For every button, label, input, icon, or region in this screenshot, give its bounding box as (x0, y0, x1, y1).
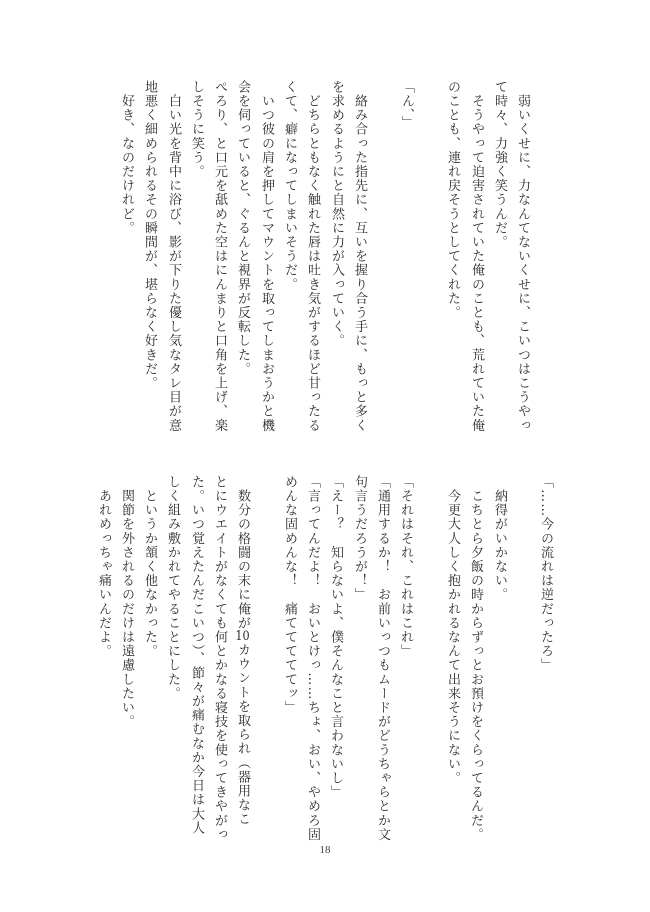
text-column: 絡み合った指先に、互いを握り合う手に、もっと多く (352, 80, 367, 433)
text-column: 好き、なのだけれど。 (119, 80, 134, 236)
dialogue-column: 「言ってんだよ！ おいとけっ……ちょ、おい、やめろ固 (305, 475, 320, 842)
text-column: 数分の格闘の末に俺が10カウントを取られ（器用なこ (235, 475, 250, 827)
text-column: 地悪く細められるその瞬間が、堪らなく好きだ。 (142, 80, 157, 391)
text-column: くて、癖になってしまいそうだ。 (282, 80, 297, 292)
dialogue-column: 句言うだろうが！」 (352, 475, 367, 602)
dialogue-column: 「えー？ 知らないよ、僕そんなこと言わないし」 (328, 475, 343, 800)
text-column: 納得がいかない。 (492, 475, 507, 602)
text-column: しく組み敷かれてやることにした。 (165, 475, 180, 701)
upright-number: 10 (235, 630, 250, 644)
text-column: どちらともなく触れた唇は吐き気がするほど甘ったる (305, 80, 320, 433)
text-column: 関節を外されるのだけは遠慮したい。 (119, 475, 134, 729)
text-column: 白い光を背中に浴び、影が下りた優し気なタレ目が意 (166, 80, 181, 433)
text-column: そうやって迫害されていた俺のことも、荒れていた俺 (469, 80, 484, 433)
page-number: 18 (319, 844, 331, 856)
text-column: とにウエイトがなくても何とかなる寝技を使ってきやがっ (212, 475, 227, 842)
dialogue-column: 「それはそれ、これはこれ」 (398, 475, 413, 659)
text-column: 弱いくせに、力なんてないくせに、こいつはこうやっ (515, 80, 530, 433)
text-column: ぺろり、と口元を舐めた空はにんまりと口角を上げ、楽 (212, 80, 227, 433)
dialogue-column: めんな固めんな！ 痛てててててッ」 (282, 475, 297, 715)
dialogue-column: 「通用するか！ お前いっつもムードがどうちゃらとか文 (375, 475, 390, 842)
dialogue-column: 「ん、」 (399, 80, 414, 130)
text-column: いつ彼の肩を押してマウントを取ってしまおうかと機 (259, 80, 274, 433)
text-column: というか頷く他なかった。 (142, 475, 157, 659)
text-column: あれめっちゃ痛いんだよ。 (96, 475, 111, 659)
text-column: を求めるようにと自然に力が入っていく。 (329, 80, 344, 348)
text-column: しそうに笑う。 (189, 80, 204, 179)
text-column: て時々、力強く笑うんだ。 (492, 80, 507, 250)
dialogue-column: 「……今の流れは逆だったろ」 (538, 475, 553, 673)
text-column: 今更大人しく抱かれるなんて出来そうにない。 (445, 475, 460, 786)
text-column: こちとら夕飯の時からずっとお預けをくらってるんだ。 (468, 475, 483, 842)
text-column: た。いつ覚えたんだこいつ）、節々が痛むなか今日は大人 (189, 475, 204, 836)
text-column: 会を伺っていると、ぐるんと視界が反転した。 (235, 80, 250, 377)
text-column: のことも、連れ戻そうとしてくれた。 (445, 80, 460, 320)
